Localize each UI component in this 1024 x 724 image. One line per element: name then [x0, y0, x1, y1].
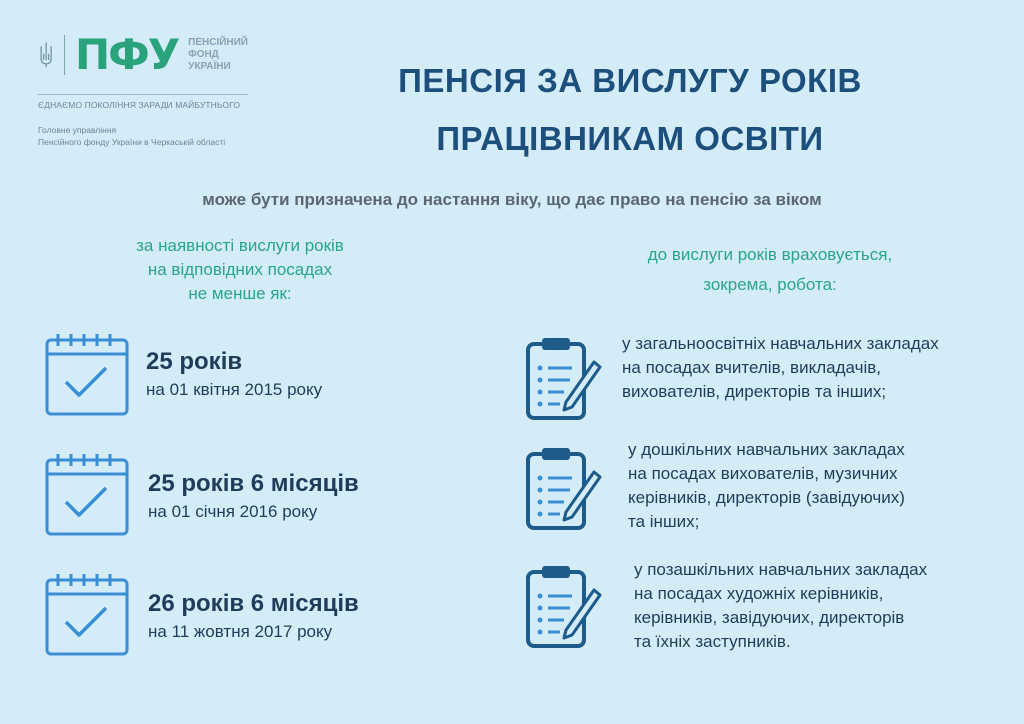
- term-date: на 01 квітня 2015 року: [146, 380, 323, 399]
- fund-line: УКРАЇНИ: [188, 61, 231, 72]
- logo-row: [38, 30, 248, 80]
- work-line: на посадах вихователів, музичних: [628, 464, 898, 483]
- term-date: на 01 січня 2016 року: [148, 502, 318, 521]
- term-duration: 25 років 6 місяців: [148, 470, 359, 497]
- work-line: на посадах художніх керівників,: [634, 584, 884, 603]
- office-name: [38, 124, 248, 148]
- title-line: ПЕНСІЯ ЗА ВИСЛУГУ РОКІВ: [398, 62, 862, 99]
- left-header-line: на відповідних посадах: [147, 260, 333, 279]
- office-line: Головне управління: [38, 125, 117, 135]
- trident-icon: [38, 33, 54, 77]
- work-line: у дошкільних навчальних закладах: [628, 440, 905, 459]
- term-date: на 11 жовтня 2017 року: [148, 622, 333, 641]
- motto: ЄДНАЄМО ПОКОЛІННЯ ЗАРАДИ МАЙБУТНЬОГО: [38, 94, 248, 110]
- work-item: [628, 438, 1008, 534]
- term-duration: 26 років 6 місяців: [148, 590, 359, 617]
- title-line: ПРАЦІВНИКАМ ОСВІТИ: [436, 120, 824, 157]
- left-header: [90, 234, 390, 306]
- calendar-check-icon: [44, 332, 130, 418]
- right-header: [600, 240, 940, 300]
- page-title: [360, 52, 900, 168]
- work-line: та їхніх заступників.: [634, 632, 791, 651]
- clipboard-pen-icon: [522, 334, 602, 424]
- left-header-line: за наявності вислуги років: [136, 236, 344, 255]
- work-line: вихователів, директорів та інших;: [622, 382, 887, 401]
- work-line: та інших;: [628, 512, 700, 531]
- work-line: у позашкільних навчальних закладах: [634, 560, 928, 579]
- work-line: керівників, директорів (завідуючих): [628, 488, 905, 507]
- office-line: Пенсійного фонду України в Черкаській області: [38, 137, 226, 147]
- work-item: [634, 558, 1014, 654]
- logo-divider: [64, 35, 65, 75]
- right-header-line: зокрема, робота:: [703, 275, 837, 294]
- right-header-line: до вислуги років враховується,: [647, 245, 893, 264]
- logo-block: [38, 30, 248, 148]
- brand-logo: ПФУ: [74, 30, 179, 79]
- fund-name: [188, 37, 248, 73]
- work-item: [622, 332, 1002, 404]
- term-duration: 25 років: [146, 348, 243, 375]
- calendar-check-icon: [44, 452, 130, 538]
- work-line: на посадах вчителів, викладачів,: [622, 358, 881, 377]
- fund-line: ПЕНСІЙНИЙ: [188, 37, 248, 48]
- clipboard-pen-icon: [522, 444, 602, 534]
- work-line: у загальноосвітніх навчальних закладах: [622, 334, 939, 353]
- clipboard-pen-icon: [522, 562, 602, 652]
- fund-line: ФОНД: [188, 49, 219, 60]
- work-line: керівників, завідуючих, директорів: [634, 608, 905, 627]
- calendar-check-icon: [44, 572, 130, 658]
- left-header-line: не менше як:: [188, 284, 292, 303]
- subtitle: може бути призначена до настання віку, що дає право на пенсію за віком: [202, 190, 822, 209]
